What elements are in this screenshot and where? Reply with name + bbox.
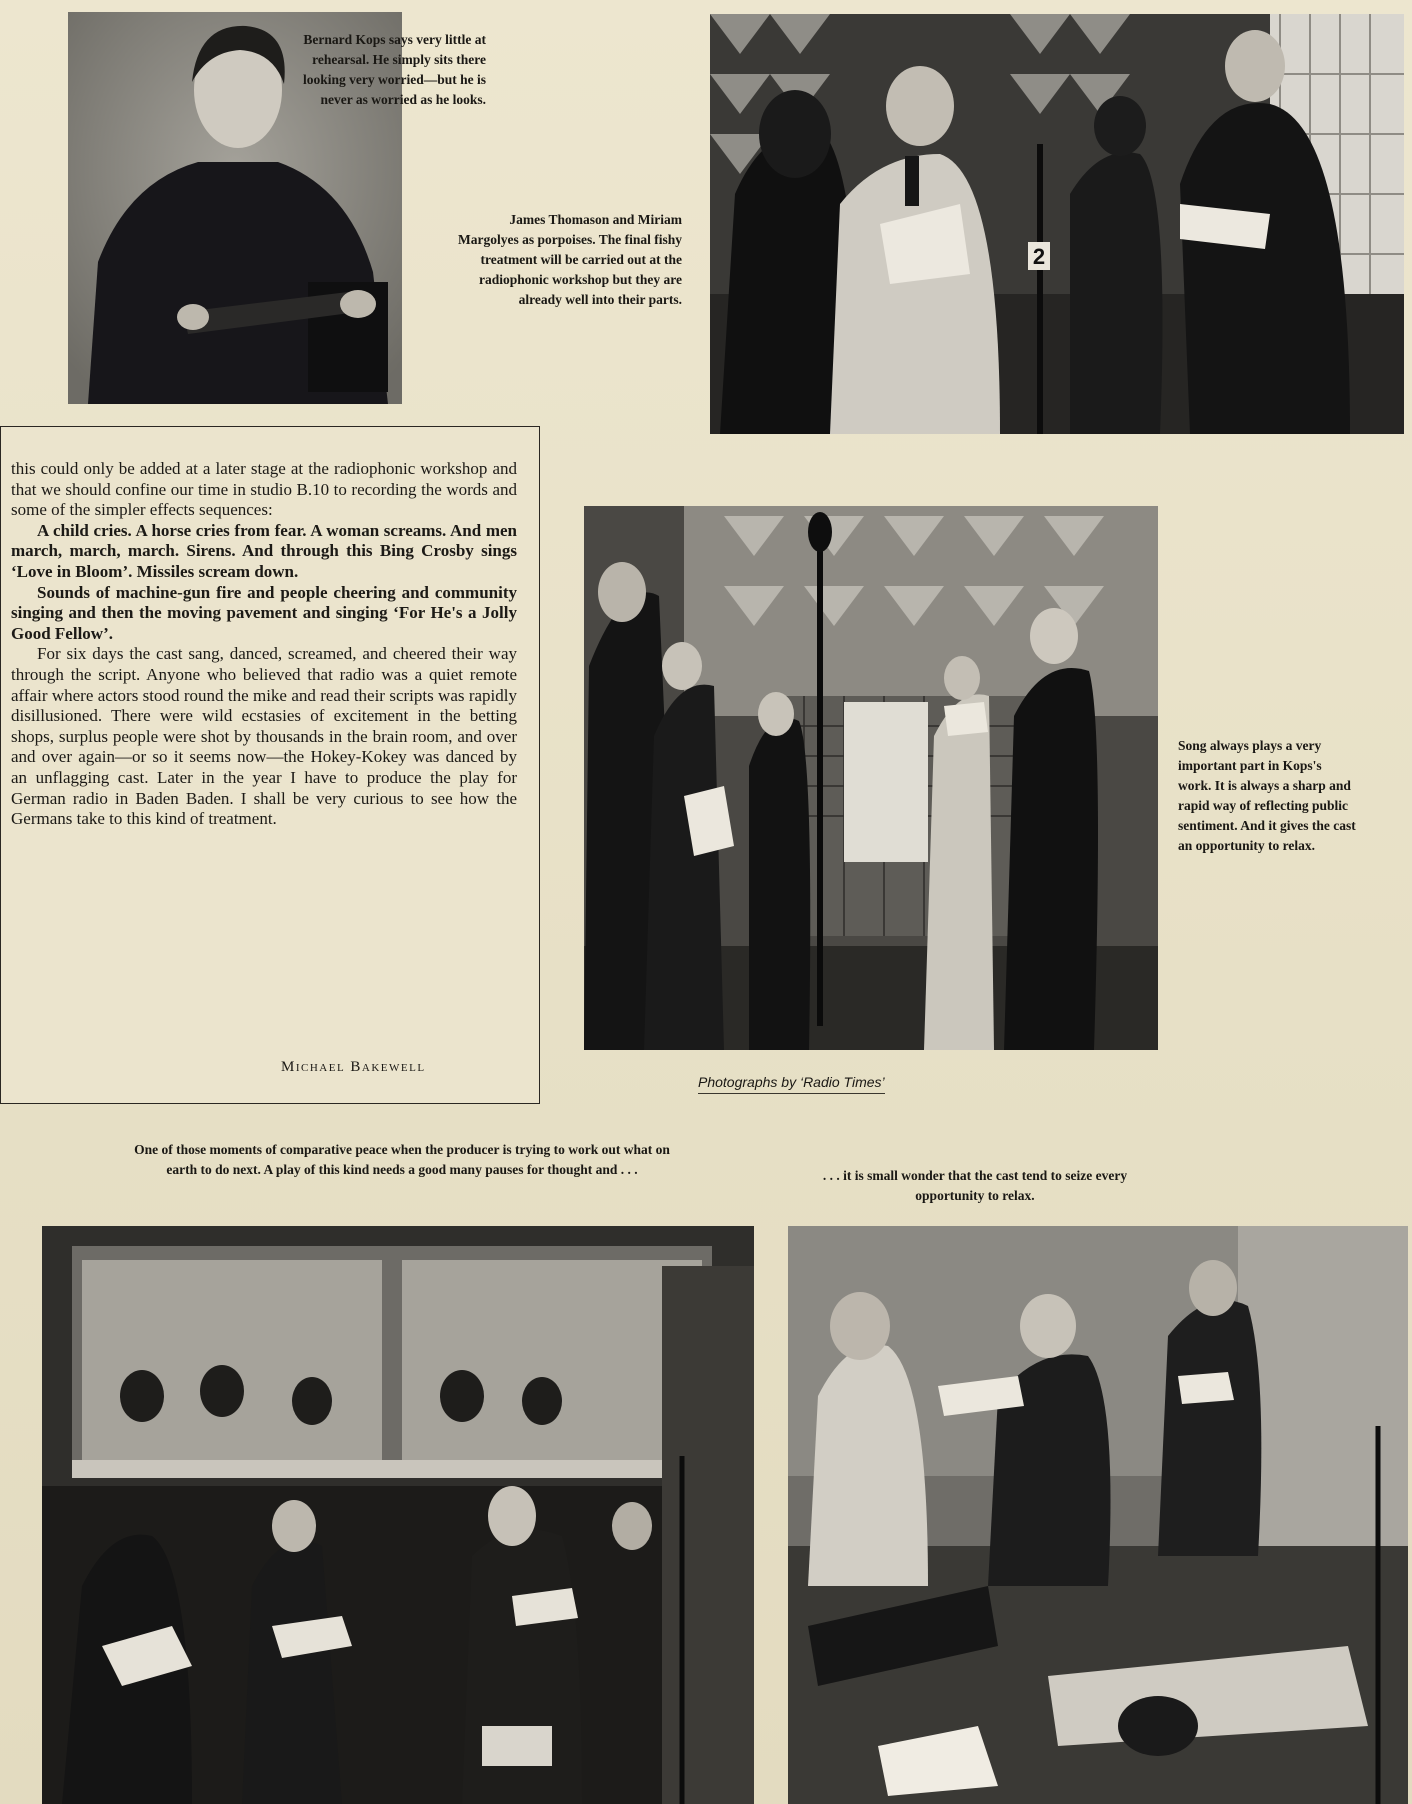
article-body (11, 459, 517, 830)
article-paragraph-effects-2: Sounds of machine-gun fire and people cheering and community singing and then the moving pavement and singing ‘For He's a Jolly Good Fellow’. (11, 582, 517, 643)
photo-credit: Photographs by ‘Radio Times’ (698, 1074, 885, 1094)
caption-song: Song always plays a very important part in Kops's work. It is always a sharp and rapid way of reflecting public sentiment. And it gives the cast an opportunity to relax. (1178, 738, 1356, 853)
caption-cast-relax: . . . it is small wonder that the cast tend to seize every opportunity to relax. (822, 1168, 1128, 1203)
photo-porpoises-studio (710, 14, 1404, 434)
photo-control-room (42, 1226, 754, 1804)
article-box (0, 426, 540, 1104)
photo-cast-relaxing (788, 1226, 1408, 1804)
article-byline: Michael Bakewell (281, 1059, 426, 1075)
caption-producer: One of those moments of comparative peace when the producer is trying to work out what on earth to do next. A play of this kind needs a good many pauses for thought and . . . (134, 1142, 670, 1177)
photo-cast-singing (584, 506, 1158, 1050)
article-paragraph-1: this could only be added at a later stage at the radiophonic workshop and that we should confine our time in studio B.10 to recording the words and some of the simpler effects sequences: (11, 459, 517, 520)
caption-porpoises: James Thomason and Miriam Margolyes as porpoises. The final fishy treatment will be carried out at the radiophonic workshop but they are already well into their parts. (457, 212, 682, 307)
studio-sign-number: 2 (1032, 244, 1046, 269)
article-paragraph-2: For six days the cast sang, danced, screamed, and cheered their way through the script. Anyone who believed that radio was a quiet remote affair where actors stood round the mike and read their scripts was rapidly disillusioned. There were wild ecstasies of excitement in the betting shops, surplus people were shot by thousands in the brain room, and over and over again—or so it seems now—the Hokey-Kokey was danced by an unflagging cast. Later in the year I have to produce the play for German radio in Baden Baden. I shall be very curious to see how the Germans take to this kind of treatment. (11, 644, 517, 829)
caption-bernard-kops: Bernard Kops says very little at rehearsal. He simply sits there looking very worried—but he is never as worried as he looks. (302, 32, 486, 107)
article-paragraph-effects-1: A child cries. A horse cries from fear. A woman screams. And men march, march, march. Sirens. And through this Bing Crosby sings ‘Love in Bloom’. Missiles scream down. (11, 520, 517, 581)
